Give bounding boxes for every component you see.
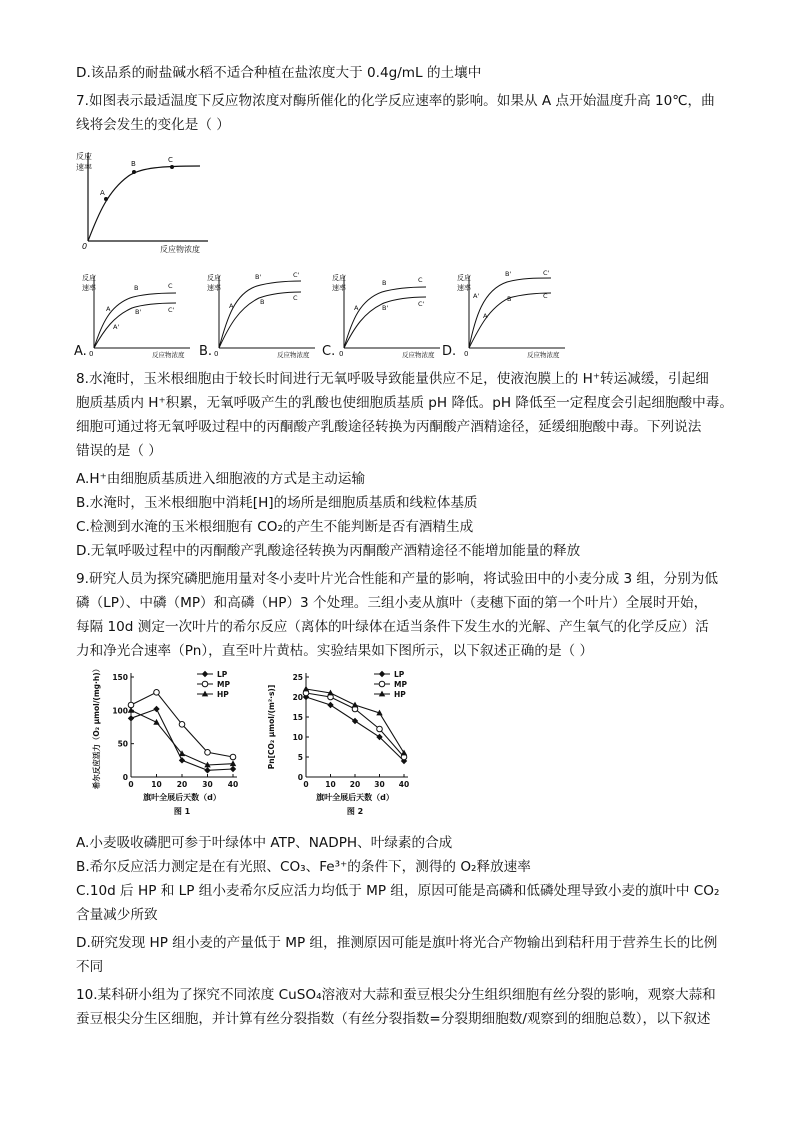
svg-text:反应物浓度: 反应物浓度 [277,351,310,359]
point-a [104,197,108,201]
svg-text:A': A' [473,292,480,300]
q7-stem-line1: 7.如图表示最适温度下反应物浓度对酶所催化的化学反应速率的影响。如果从 A 点开始温度升高 10℃，曲 [76,93,715,109]
q8-option-d: D.无氧呼吸过程中的丙酮酸产乳酸途径转换为丙酮酸产酒精途径不能增加能量的释放 [76,543,581,559]
x-tick-label: 20 [176,780,188,789]
data-point-lp [204,767,210,773]
x-axis-label: 旗叶全展后天数（d） [143,793,221,802]
x-tick-label: 0 [128,780,134,789]
q9-option-c-cont: 含量减少所致 [76,907,158,923]
q8-option-b: B.水淹时，玉米根细胞中消耗[H]的场所是细胞质基质和线粒体基质 [76,495,478,511]
svg-text:B: B [260,298,265,306]
x-tick-label: 10 [151,780,162,789]
q9-line: 磷（LP）、中磷（MP）和高磷（HP）3 个处理。三组小麦从旗叶（麦穗下面的第一个叶片）全展时开始， [76,595,708,611]
data-point-mp [179,722,185,728]
q7-main-ylabel-1: 反应 [76,152,92,161]
svg-text:C': C' [543,269,550,277]
svg-text:0: 0 [214,350,219,358]
q7-option-a-letter: A. [74,344,87,359]
x-tick-label: 30 [202,780,213,789]
data-point-mp [205,750,211,756]
data-point-lp [179,757,185,763]
data-point-lp [153,706,159,712]
data-point-hp [230,760,236,766]
svg-text:A: A [106,305,111,313]
x-tick-label: 40 [227,780,239,789]
svg-text:速率: 速率 [457,284,471,292]
svg-text:C: C [418,276,423,284]
x-tick-label: 30 [374,780,385,789]
svg-text:C: C [168,282,173,290]
q7-main-origin: 0 [82,242,88,251]
q8-line: 8.水淹时，玉米根细胞由于较长时间进行无氧呼吸导致能量供应不足，使液泡膜上的 H⁺转运减缓，引起细 [76,371,709,387]
legend-marker [379,681,385,687]
svg-text:反应: 反应 [82,274,96,282]
svg-text:C': C' [293,271,300,279]
q7-option-d-letter: D. [442,344,457,359]
svg-text:反应物浓度: 反应物浓度 [527,351,560,359]
q7-stem-line2: 线将会发生的变化是（ ） [76,117,230,133]
q8-line: 细胞可通过将无氧呼吸过程中的丙酮酸产乳酸途径转换为丙酮酸产酒精途径，延缓细胞酸中毒。下列说法 [76,419,702,435]
data-point-hp [401,750,407,756]
x-axis-label: 旗叶全展后天数（d） [316,793,394,802]
data-point-lp [327,702,333,708]
svg-text:速率: 速率 [82,284,96,292]
y-tick-label: 20 [292,693,303,702]
data-point-lp [230,766,236,772]
q10-line: 蚕豆根尖分生区细胞，并计算有丝分裂指数（有丝分裂指数=分裂期细胞数/观察到的细胞总数），以下叙述 [76,1011,711,1027]
y-tick-label: 100 [112,706,128,716]
legend-label-hp: HP [394,690,406,699]
q8-line: 错误的是（ ） [76,443,162,459]
x-tick-label: 0 [303,780,309,789]
svg-text:0: 0 [339,350,344,358]
svg-text:B: B [134,284,139,292]
svg-text:B: B [382,279,387,287]
y-tick-label: 15 [292,713,303,722]
q9-option-d-cont: 不同 [76,959,104,975]
svg-text:反应物浓度: 反应物浓度 [402,351,435,359]
legend-marker [379,671,385,677]
q9-figure-2-chart [262,665,432,823]
svg-text:A: A [229,302,234,310]
svg-text:0: 0 [89,350,94,358]
q10-line: 10.某科研小组为了探究不同浓度 CuSO₄溶液对大蒜和蚕豆根尖分生组织细胞有丝分裂的影响，观察大蒜和 [76,987,716,1003]
svg-text:C: C [293,294,298,302]
legend-label-mp: MP [394,680,407,689]
legend-marker [202,681,208,687]
svg-text:反应: 反应 [207,274,221,282]
svg-text:C': C' [418,300,425,308]
q8-option-c: C.检测到水淹的玉米根细胞有 CO₂的产生不能判断是否有酒精生成 [76,519,474,535]
y-tick-label: 0 [122,773,128,782]
y-axis-label: 希尔反应活力（O₂ μmol/(mg·h)） [92,665,101,790]
q7-main-graph [70,145,215,255]
q7-option-a-graph [80,268,195,360]
legend-label-lp: LP [217,670,228,679]
svg-text:C': C' [168,306,175,314]
legend-label-mp: MP [217,680,230,689]
svg-text:C: C [543,292,548,300]
q9-option-b: B.希尔反应活力测定是在有光照、CO₃、Fe³⁺的条件下，测得的 O₂释放速率 [76,859,531,875]
x-tick-label: 10 [325,780,336,789]
q9-line: 9.研究人员为探究磷肥施用量对冬小麦叶片光合性能和产量的影响，将试验田中的小麦分成 3 组，分别为低 [76,571,718,587]
q7-option-d-graph [455,268,570,360]
q9-line: 每隔 10d 测定一次叶片的希尔反应（离体的叶绿体在适当条件下发生水的光解、产生氧气的化学反应）活 [76,619,709,635]
q9-figure-1-chart [85,665,260,823]
data-point-mp [377,726,383,732]
q9-option-c: C.10d 后 HP 和 LP 组小麦希尔反应活力均低于 MP 组，原因可能是高磷和低磷处理导致小麦的旗叶中 CO₂ [76,883,720,899]
label-b: B [131,160,136,168]
svg-text:B: B [507,295,512,303]
series-line-hp [131,710,233,765]
svg-text:0: 0 [464,350,469,358]
y-tick-label: 50 [117,739,128,749]
q8-option-a: A.H⁺由细胞质基质进入细胞液的方式是主动运输 [76,471,366,487]
y-tick-label: 10 [292,733,303,742]
y-tick-label: 150 [112,673,128,682]
q7-main-ylabel-2: 速率 [76,163,92,172]
q7-option-b-letter: B. [199,344,213,359]
q7-main-curve [88,166,200,241]
point-b [132,170,136,174]
q9-option-d: D.研究发现 HP 组小麦的产量低于 MP 组，推测原因可能是旗叶将光合产物输出到秸秆用于营养生长的比例 [76,935,718,951]
svg-text:B': B' [382,304,389,312]
figure-caption: 图 1 [173,807,191,816]
svg-text:速率: 速率 [332,284,346,292]
svg-text:反应物浓度: 反应物浓度 [152,351,185,359]
y-tick-label: 25 [292,673,303,682]
q6-option-d: D.该品系的耐盐碱水稻不适合种植在盐浓度大于 0.4g/mL 的土壤中 [76,65,482,81]
svg-text:速率: 速率 [207,284,221,292]
y-axis-label: Pn[CO₂ μmol/(m²·s)] [267,684,276,770]
x-tick-label: 20 [349,780,361,789]
y-tick-label: 5 [297,753,303,762]
svg-text:反应: 反应 [457,274,471,282]
legend-label-hp: HP [217,690,229,699]
point-c [170,165,174,169]
svg-text:反应: 反应 [332,274,346,282]
data-point-mp [230,754,236,760]
q8-line: 胞质基质内 H⁺积累，无氧呼吸产生的乳酸也使细胞质基质 pH 降低。pH 降低至一定程度会引起细胞酸中毒。 [76,395,733,411]
q7-main-xlabel: 反应物浓度 [160,245,200,254]
label-a: A [100,189,105,197]
svg-text:B': B' [255,273,262,281]
q9-line: 力和净光合速率（Pn），直至叶片黄枯。实验结果如下图所示，以下叙述正确的是（ ） [76,643,594,659]
x-tick-label: 40 [398,780,410,789]
data-point-lp [128,715,134,721]
label-c: C [168,156,173,164]
q7-option-c-graph [330,268,445,360]
svg-text:A': A' [113,323,120,331]
q9-option-a: A.小麦吸收磷肥可参于叶绿体中 ATP、NADPH、叶绿素的合成 [76,835,453,851]
q7-option-c-letter: C. [322,344,336,359]
data-point-lp [352,718,358,724]
legend-label-lp: LP [394,670,405,679]
data-point-hp [303,686,309,692]
svg-text:B': B' [505,270,512,278]
q7-option-b-graph [205,268,320,360]
data-point-mp [154,690,160,696]
svg-text:A: A [354,304,359,312]
figure-caption: 图 2 [346,807,364,816]
y-tick-label: 0 [297,773,303,782]
svg-text:B': B' [135,308,142,316]
svg-text:A: A [483,312,488,320]
legend-marker [202,671,208,677]
